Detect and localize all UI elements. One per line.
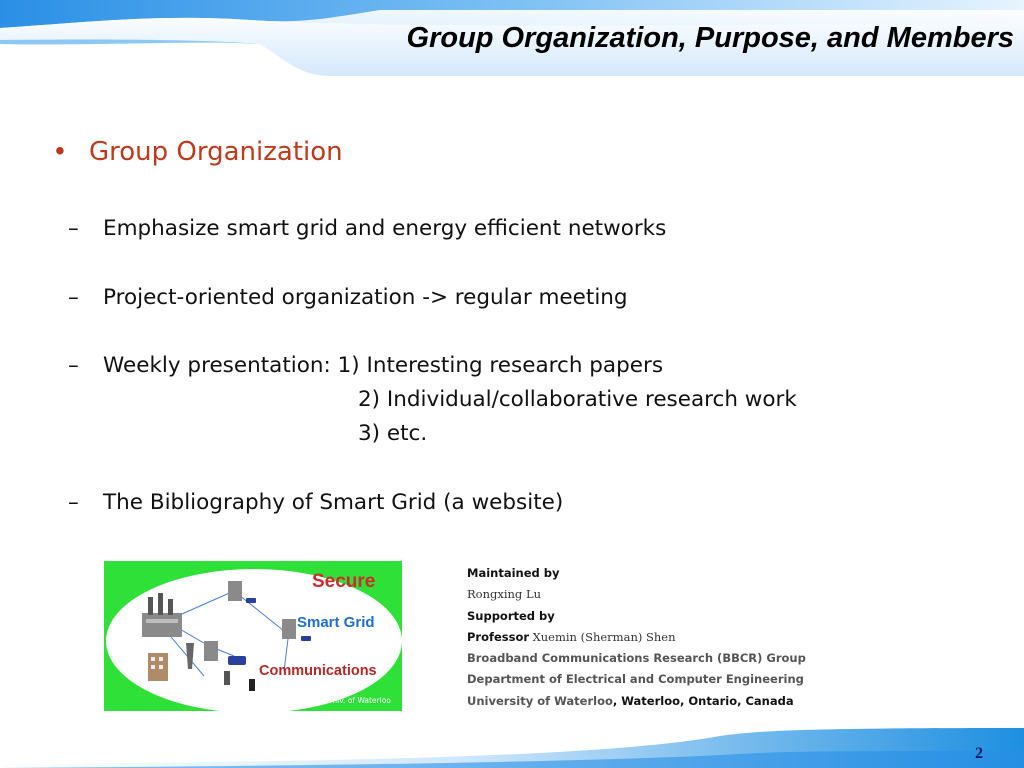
bottom-banner [0, 728, 1024, 768]
slide-title: Group Organization, Purpose, and Members [406, 22, 1014, 54]
professor-label: Professor [467, 629, 530, 644]
logo-smart-grid-label: Smart Grid [297, 614, 375, 631]
dash-marker: – [68, 353, 79, 378]
dash-marker: – [68, 216, 79, 241]
bullet-heading [55, 135, 343, 167]
dash-marker: – [68, 285, 79, 310]
subitem-text: Project-oriented organization -> regular meeting [103, 285, 628, 310]
university-location: , Waterloo, Ontario, Canada [612, 693, 794, 708]
subitem-text: Emphasize smart grid and energy efficient networks [103, 216, 667, 241]
attribution-block [467, 565, 837, 714]
university-name: University of Waterloo [467, 693, 613, 708]
group-name: Broadband Communications Research (BBCR) Group [467, 651, 806, 666]
smart-grid-logo [104, 561, 402, 711]
dash-marker: – [68, 490, 79, 515]
bullet-heading-text: Group Organization [89, 137, 343, 167]
subitem-project [68, 285, 628, 310]
subitem-emphasize [68, 216, 666, 241]
subitem-text: Weekly presentation: 1) Interesting research papers [103, 353, 664, 378]
page-number: 2 [975, 745, 983, 762]
maintainer-name: Rongxing Lu [467, 587, 541, 602]
logo-credit-label: BBCR @ Univ. of Waterloo [294, 696, 391, 705]
supported-label: Supported by [467, 608, 555, 623]
subitem-bibliography [68, 490, 563, 515]
subitem-weekly [68, 353, 663, 378]
logo-secure-label: Secure [312, 571, 376, 592]
maintained-label: Maintained by [467, 566, 560, 580]
subitem-weekly-line2: 2) Individual/collaborative research work [358, 387, 797, 412]
subitem-text: The Bibliography of Smart Grid (a website) [103, 490, 564, 515]
bullet-symbol: • [55, 135, 65, 166]
logo-communications-label: Communications [259, 663, 377, 679]
department-name: Department of Electrical and Computer Engineering [467, 672, 804, 687]
professor-name: Xuemin (Sherman) Shen [532, 629, 676, 644]
subitem-weekly-line3: 3) etc. [358, 421, 428, 446]
